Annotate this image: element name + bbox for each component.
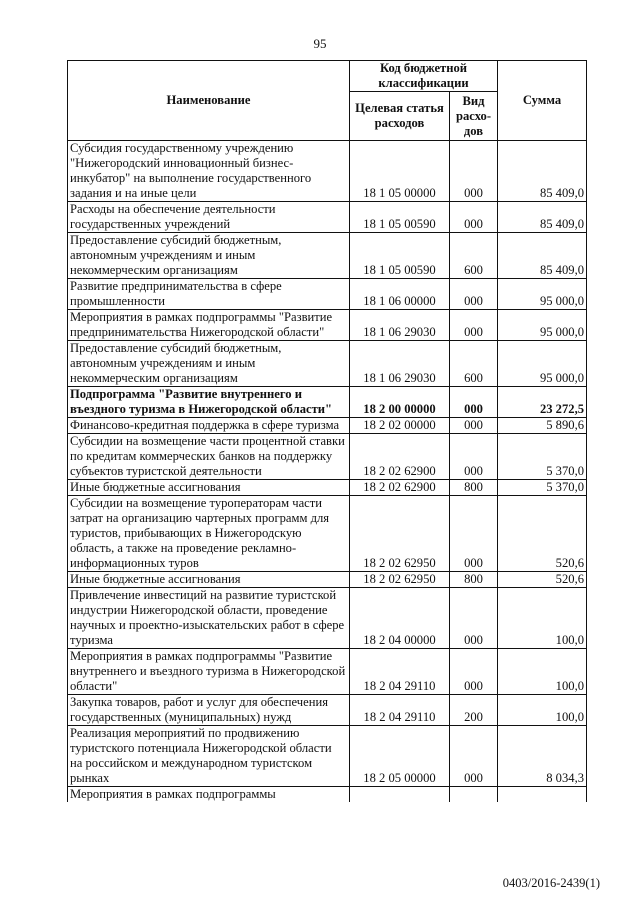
row-expense-type: 000 — [450, 310, 498, 341]
row-amount: 100,0 — [498, 649, 587, 695]
row-target-article: 18 2 02 62950 — [350, 496, 450, 572]
table-row — [68, 649, 587, 695]
row-target-article: 18 2 04 00000 — [350, 588, 450, 649]
row-amount: 5 370,0 — [498, 480, 587, 496]
row-expense-type: 000 — [450, 726, 498, 787]
row-expense-type: 000 — [450, 418, 498, 434]
row-expense-type: 200 — [450, 695, 498, 726]
row-name: Предоставление субсидий бюджетным, автономным учреждениям и иным некоммерческим организациям — [68, 233, 350, 279]
table-row — [68, 279, 587, 310]
row-name: Мероприятия в рамках подпрограммы "Развитие предпринимательства Нижегородской области" — [68, 310, 350, 341]
row-expense-type: 000 — [450, 141, 498, 202]
row-amount: 520,6 — [498, 496, 587, 572]
row-target-article: 18 2 02 62900 — [350, 480, 450, 496]
table-row — [68, 434, 587, 480]
page-number: 95 — [313, 36, 327, 51]
header-name: Наименование — [68, 61, 350, 141]
row-amount: 85 409,0 — [498, 202, 587, 233]
header-amount: Сумма — [498, 61, 587, 141]
row-target-article: 18 1 05 00590 — [350, 233, 450, 279]
row-name: Иные бюджетные ассигнования — [68, 572, 350, 588]
budget-table — [67, 60, 587, 802]
row-name: Финансово-кредитная поддержка в сфере туризма — [68, 418, 350, 434]
row-name: Субсидии на возмещение туроператорам части затрат на организацию чартерных программ для туристов, прибывающих в Нижегородскую область, а также на проведение рекламно-информационных туров — [68, 496, 350, 572]
header-target-article: Целевая статья расходов — [350, 92, 450, 141]
row-expense-type: 000 — [450, 202, 498, 233]
row-target-article: 18 1 05 00000 — [350, 141, 450, 202]
row-name: Подпрограмма "Развитие внутреннего и въездного туризма в Нижегородской области" — [68, 387, 350, 418]
document-code: 0403/2016-2439(1) — [502, 876, 600, 890]
row-amount: 5 890,6 — [498, 418, 587, 434]
row-expense-type: 600 — [450, 341, 498, 387]
row-amount: 95 000,0 — [498, 279, 587, 310]
row-target-article: 18 1 06 00000 — [350, 279, 450, 310]
row-name: Закупка товаров, работ и услуг для обеспечения государственных (муниципальных) нужд — [68, 695, 350, 726]
table-row — [68, 233, 587, 279]
empty-cell — [450, 787, 498, 803]
header-budget-code: Код бюджетной классификации — [350, 61, 498, 92]
table-body — [68, 141, 587, 803]
row-expense-type: 600 — [450, 233, 498, 279]
row-amount: 100,0 — [498, 695, 587, 726]
table-row — [68, 572, 587, 588]
row-amount: 5 370,0 — [498, 434, 587, 480]
row-target-article: 18 2 02 62900 — [350, 434, 450, 480]
row-name: Субсидия государственному учреждению "Нижегородский инновационный бизнес-инкубатор" на выполнение государственного задания и на иные цели — [68, 141, 350, 202]
row-expense-type: 000 — [450, 496, 498, 572]
row-target-article: 18 2 04 29110 — [350, 649, 450, 695]
row-amount: 100,0 — [498, 588, 587, 649]
row-amount: 85 409,0 — [498, 141, 587, 202]
row-amount: 520,6 — [498, 572, 587, 588]
row-expense-type: 000 — [450, 279, 498, 310]
row-expense-type: 800 — [450, 480, 498, 496]
table-row — [68, 480, 587, 496]
table-row — [68, 387, 587, 418]
row-target-article: 18 2 05 00000 — [350, 726, 450, 787]
table-row — [68, 726, 587, 787]
table-row — [68, 141, 587, 202]
empty-cell — [350, 787, 450, 803]
table-row — [68, 202, 587, 233]
row-amount: 8 034,3 — [498, 726, 587, 787]
row-expense-type: 800 — [450, 572, 498, 588]
row-name: Предоставление субсидий бюджетным, автономным учреждениям и иным некоммерческим организациям — [68, 341, 350, 387]
row-target-article: 18 2 02 62950 — [350, 572, 450, 588]
row-expense-type: 000 — [450, 588, 498, 649]
table-row — [68, 341, 587, 387]
table-row — [68, 588, 587, 649]
row-target-article: 18 2 00 00000 — [350, 387, 450, 418]
row-target-article: 18 1 05 00590 — [350, 202, 450, 233]
row-amount: 23 272,5 — [498, 387, 587, 418]
row-expense-type: 000 — [450, 387, 498, 418]
row-expense-type: 000 — [450, 649, 498, 695]
row-name: Субсидии на возмещение части процентной ставки по кредитам коммерческих банков на поддержку субъектов туристской деятельности — [68, 434, 350, 480]
row-target-article: 18 2 02 00000 — [350, 418, 450, 434]
row-name: Привлечение инвестиций на развитие туристской индустрии Нижегородской области, проведение научных и проектно-изыскательских работ в сфере туризма — [68, 588, 350, 649]
row-expense-type: 000 — [450, 434, 498, 480]
header-expense-type: Вид расхо-дов — [450, 92, 498, 141]
row-target-article: 18 1 06 29030 — [350, 341, 450, 387]
row-name: Иные бюджетные ассигнования — [68, 480, 350, 496]
empty-cell — [498, 787, 587, 803]
row-amount: 95 000,0 — [498, 341, 587, 387]
row-amount: 95 000,0 — [498, 310, 587, 341]
table-row — [68, 310, 587, 341]
table-row-partial — [68, 787, 587, 803]
row-name: Расходы на обеспечение деятельности государственных учреждений — [68, 202, 350, 233]
row-name: Реализация мероприятий по продвижению туристского потенциала Нижегородской области на российском и международном туристском рынках — [68, 726, 350, 787]
table-row — [68, 695, 587, 726]
row-name: Мероприятия в рамках подпрограммы — [68, 787, 350, 803]
table-row — [68, 418, 587, 434]
row-target-article: 18 1 06 29030 — [350, 310, 450, 341]
row-target-article: 18 2 04 29110 — [350, 695, 450, 726]
row-name: Развитие предпринимательства в сфере промышленности — [68, 279, 350, 310]
row-amount: 85 409,0 — [498, 233, 587, 279]
table-row — [68, 496, 587, 572]
row-name: Мероприятия в рамках подпрограммы "Развитие внутреннего и въездного туризма в Нижегородской области" — [68, 649, 350, 695]
